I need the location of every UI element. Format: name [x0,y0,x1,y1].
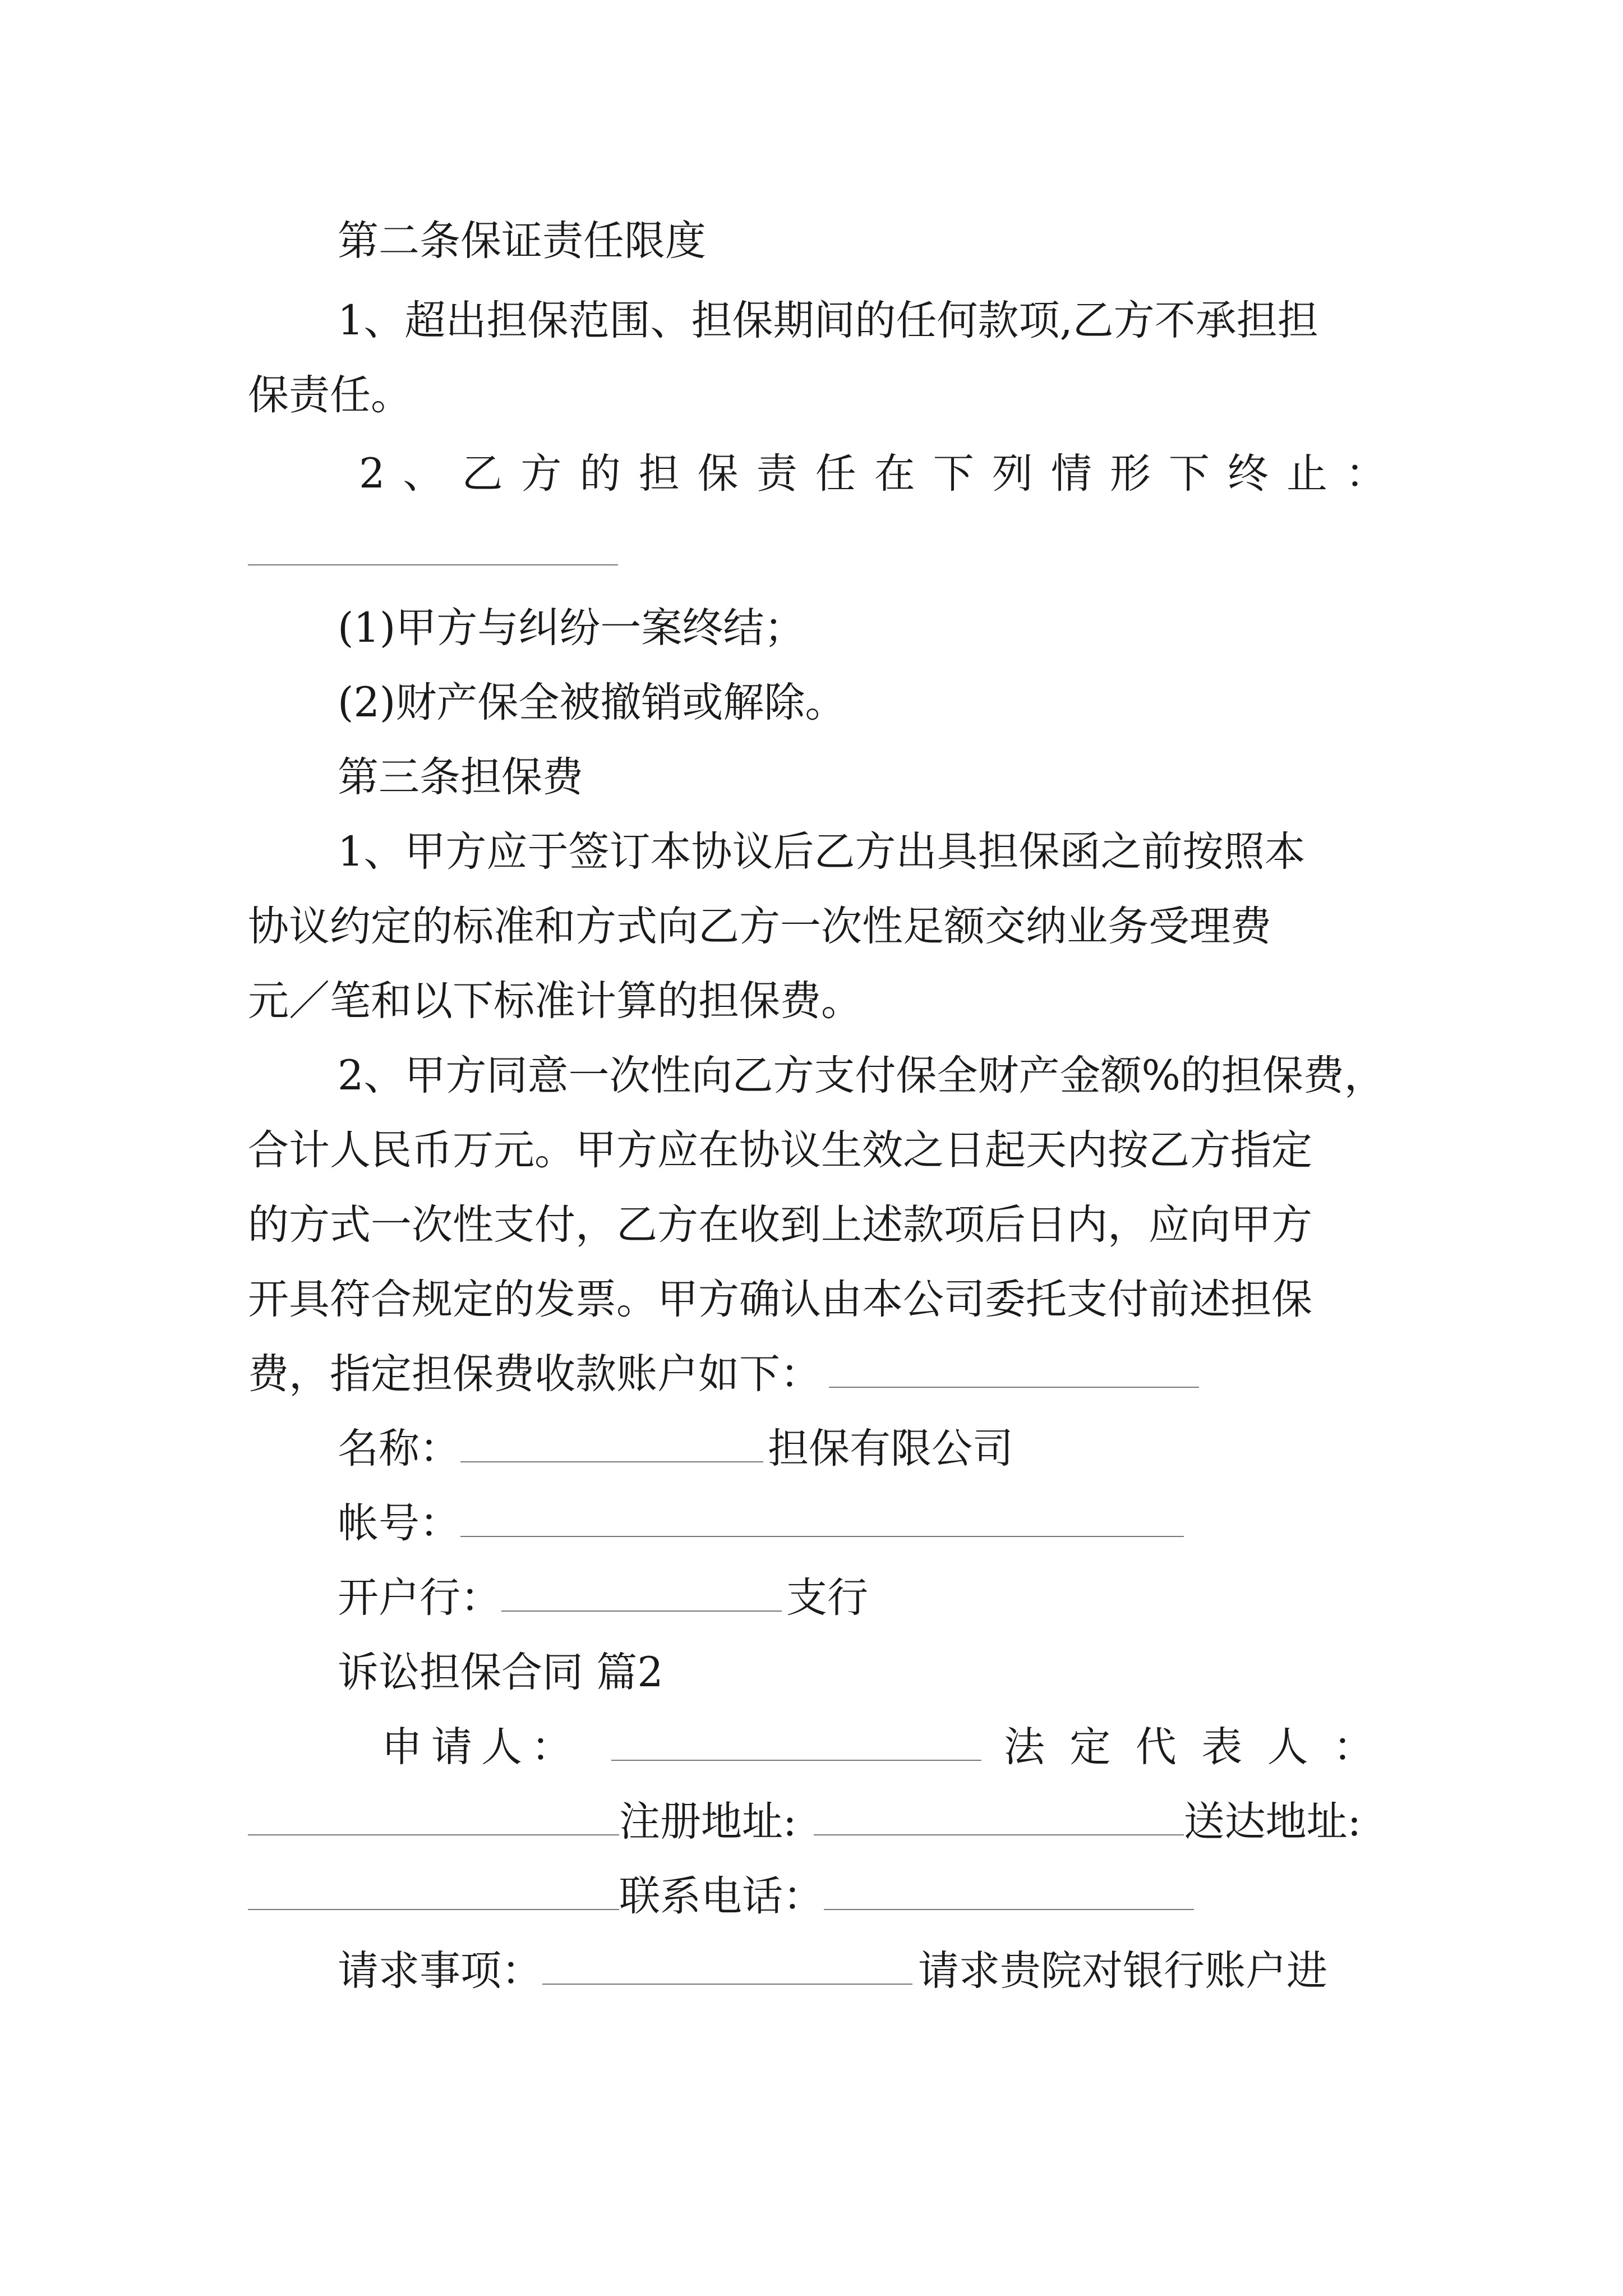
legal-rep-label-char: 代 [1135,1723,1177,1771]
registered-address-blank [814,1812,1184,1835]
account-name-blank [460,1439,763,1462]
legal-rep-label-char: ： [1332,1723,1374,1771]
article2-item2-char: 乙 [462,450,503,498]
article2-item2-char: 下 [933,450,974,498]
article3-p2-line1: 2、甲方同意一次性向乙方支付保全财产金额%的担保费， [338,1052,1385,1099]
address-row [248,1794,1386,1850]
phone-label: 联系电话： [619,1872,824,1920]
phone-row [248,1869,1386,1925]
article2-item2-char: 终 [1227,450,1269,498]
request-row [338,1943,1476,1999]
legal-rep-blank [248,1812,619,1835]
applicant-label [381,1719,572,1775]
article2-item2-blank [248,564,618,565]
account-name-label: 名称： [338,1425,460,1473]
article2-item2-char: 下 [1168,450,1210,498]
article3-p2-line4: 开具符合规定的发票。甲方确认由本公司委托支付前述担保 [248,1276,1312,1323]
article3-p1-line1: 1、甲方应于签订本协议后乙方出具担保函之前按照本 [338,828,1306,876]
article2-item1-line2: 保责任。 [248,371,412,419]
article2-item2-char: 担 [638,450,680,498]
article2-item2-char: 情 [1050,450,1092,498]
applicant-label-char: 申 [381,1723,422,1771]
article2-item2-char: 列 [992,450,1033,498]
article2-item2-char: 止 [1286,450,1327,498]
article2-item2-char: 的 [579,450,621,498]
section2-heading: 诉讼担保合同 篇2 [338,1649,663,1696]
account-bank-suffix: 支行 [786,1574,868,1622]
article2-item2-char: 责 [756,450,797,498]
account-header-blank [829,1364,1199,1388]
article3-p2-line2: 合计人民币万元。甲方应在协议生效之日起天内按乙方指定 [248,1126,1312,1174]
request-text: 请求贵院对银行账户进 [918,1947,1327,1995]
article2-sub1: (1)甲方与纠纷一案终结； [338,604,805,652]
applicant-row [381,1719,1386,1775]
legal-rep-label-char: 人 [1267,1723,1308,1771]
account-number-label: 帐号： [338,1499,460,1547]
legal-rep-label [1004,1719,1374,1775]
account-bank-label: 开户行： [338,1574,501,1622]
applicant-blank [611,1737,981,1761]
legal-rep-label-char: 表 [1201,1723,1243,1771]
account-number-row [338,1496,1476,1552]
article2-item2-char: 任 [815,450,856,498]
account-name-row [338,1421,1476,1477]
article2-item2-char: 方 [520,450,562,498]
article2-item2-char: ： [1345,450,1386,498]
account-number-blank [460,1513,1184,1537]
account-bank-row [338,1570,1476,1626]
article3-p2-line3: 的方式一次性支付，乙方在收到上述款项后日内，应向甲方 [248,1201,1312,1249]
article2-item2-char: 形 [1109,450,1151,498]
legal-rep-label-char: 法 [1004,1723,1045,1771]
phone-blank [824,1887,1194,1910]
article3-p2-line5: 费，指定担保费收款账户如下： [248,1350,821,1398]
article2-item1-line1: 1、超出担保范围、担保期间的任何款项,乙方不承担担 [338,297,1318,344]
article2-item2-line [359,446,1386,502]
account-bank-blank [501,1588,782,1612]
article2-item2-char: 2 [359,450,385,498]
registered-address-label: 注册地址: [619,1798,797,1846]
applicant-label-char: 人 [481,1723,522,1771]
article2-item2-char: 保 [697,450,739,498]
article3-title: 第三条担保费 [338,753,583,801]
article3-p1-line2: 协议约定的标准和方式向乙方一次性足额交纳业务受理费 [248,903,1271,950]
article2-sub2: (2)财产保全被撤销或解除。 [338,679,846,726]
request-blank [542,1961,912,1985]
article3-p1-line3: 元／笔和以下标准计算的担保费。 [248,977,862,1025]
delivery-address-blank [248,1887,619,1910]
article2-item2-char: 在 [874,450,915,498]
article2-title: 第二条保证责任限度 [338,217,706,265]
legal-rep-label-char: 定 [1069,1723,1111,1771]
applicant-label-char: ： [531,1723,572,1771]
article3-p2-line5-row [248,1346,1386,1402]
account-name-suffix: 担保有限公司 [768,1425,1013,1473]
request-label: 请求事项： [338,1947,542,1995]
applicant-label-char: 请 [431,1723,472,1771]
article2-item2-char: 、 [403,450,444,498]
delivery-address-label: 送达地址: [1183,1798,1362,1846]
